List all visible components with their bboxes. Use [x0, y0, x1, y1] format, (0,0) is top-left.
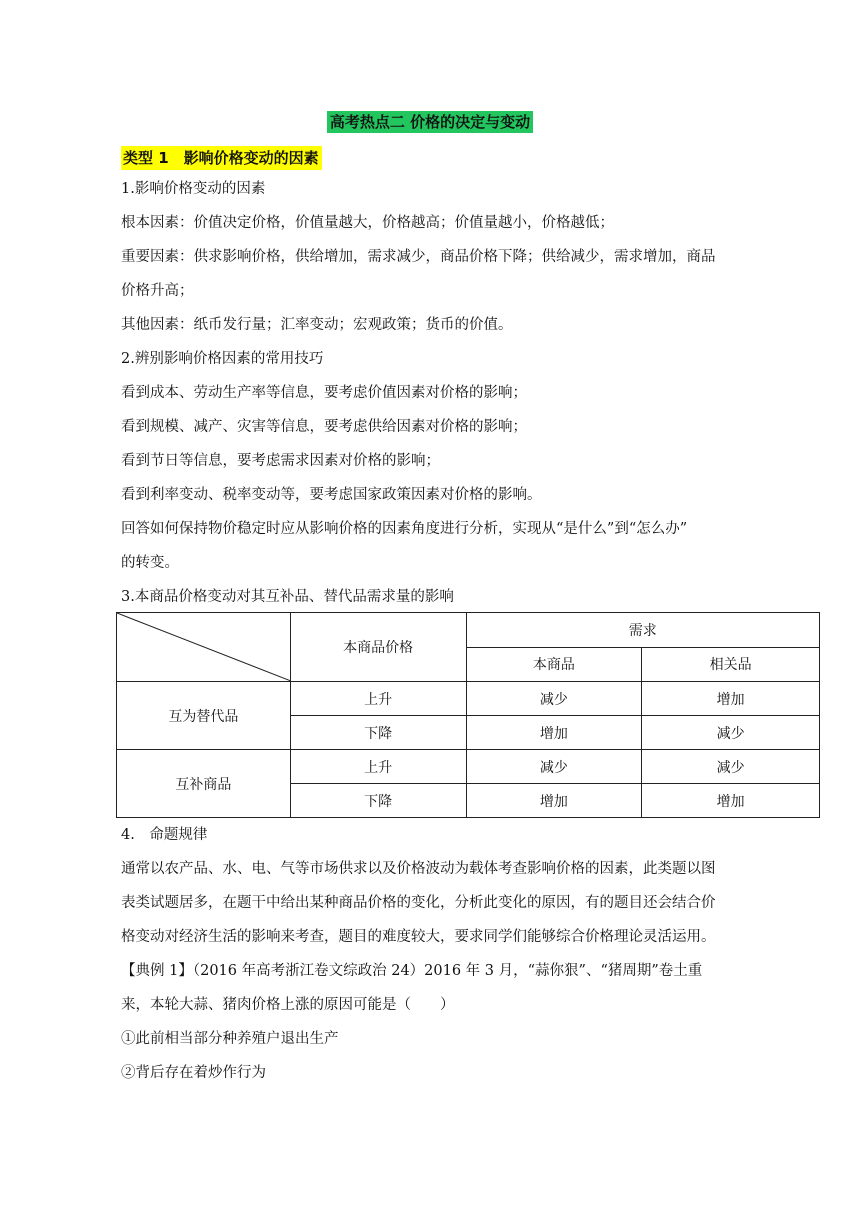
header-price: 本商品价格: [290, 613, 466, 682]
example-line2: 来，本轮大蒜、猪肉价格上涨的原因可能是（ ）: [121, 997, 455, 1013]
section1-line3: 其他因素：纸币发行量；汇率变动；宏观政策；货币的价值。: [121, 317, 513, 333]
cell-related: 增加: [642, 682, 820, 716]
section2-line4: 看到利率变动、税率变动等，要考虑国家政策因素对价格的影响。: [121, 487, 542, 503]
section1-line2a: 重要因素：供求影响价格，供给增加，需求减少，商品价格下降；供给减少，需求增加，商品: [121, 249, 716, 265]
example-option-1: ①此前相当部分种养殖户退出生产: [121, 1031, 339, 1047]
section2-heading: 2.辨别影响价格因素的常用技巧: [121, 351, 324, 367]
section2-line3: 看到节日等信息，要考虑需求因素对价格的影响；: [121, 453, 440, 469]
section2-line2: 看到规模、减产、灾害等信息，要考虑供给因素对价格的影响；: [121, 419, 527, 435]
example-source: （2016 年高考浙江卷文综政治 24）2016 年 3 月，“蒜你狠”、“猪周期”卷土重: [192, 963, 703, 979]
section1-line2b: 价格升高；: [121, 283, 194, 299]
cell-price: 上升: [290, 750, 466, 784]
type-heading: 类型 1 影响价格变动的因素: [121, 146, 322, 170]
cell-this: 增加: [466, 784, 642, 818]
header-this-product: 本商品: [466, 647, 642, 682]
section2-line5b: 的转变。: [121, 555, 179, 571]
example-line1: [121, 954, 751, 988]
example-label: 【典例 1】: [121, 963, 193, 979]
cell-this: 增加: [466, 716, 642, 750]
cell-price: 上升: [290, 682, 466, 716]
section4-line2: 表类试题居多，在题干中给出某种商品价格的变化，分析此变化的原因，有的题目还会结合价: [121, 895, 716, 911]
section4-heading: 4. 命题规律: [121, 827, 208, 843]
cell-related: 减少: [642, 750, 820, 784]
section2-line1: 看到成本、劳动生产率等信息，要考虑价值因素对价格的影响；: [121, 385, 527, 401]
section1-line1: 根本因素：价值决定价格，价值量越大，价格越高；价值量越小，价格越低；: [121, 215, 614, 231]
group-complements: 互补商品: [117, 750, 291, 818]
cell-related: 增加: [642, 784, 820, 818]
diagonal-line: [117, 613, 291, 681]
page-title: [0, 111, 860, 132]
section4-line1: 通常以农产品、水、电、气等市场供求以及价格波动为载体考查影响价格的因素，此类题以图: [121, 861, 716, 877]
section2-line5a: 回答如何保持物价稳定时应从影响价格的因素角度进行分析，实现从“是什么”到“怎么办”: [121, 521, 688, 537]
example-option-2: ②背后存在着炒作行为: [121, 1065, 266, 1081]
table-corner-cell: [117, 613, 291, 682]
cell-this: 减少: [466, 750, 642, 784]
cell-price: 下降: [290, 784, 466, 818]
cell-price: 下降: [290, 716, 466, 750]
table-row: [117, 682, 820, 716]
cell-related: 减少: [642, 716, 820, 750]
header-related-product: 相关品: [642, 647, 820, 682]
table-row: [117, 750, 820, 784]
section4-line3: 格变动对经济生活的影响来考查，题目的难度较大，要求同学们能够综合价格理论灵活运用。: [121, 929, 716, 945]
section1-heading: 1.影响价格变动的因素: [121, 181, 266, 197]
section3-heading: 3.本商品价格变动对其互补品、替代品需求量的影响: [121, 589, 454, 605]
price-effect-table: [116, 612, 820, 818]
header-demand: 需求: [466, 613, 820, 648]
group-substitutes: 互为替代品: [117, 682, 291, 750]
page-title-text: 高考热点二 价格的决定与变动: [327, 111, 533, 133]
cell-this: 减少: [466, 682, 642, 716]
